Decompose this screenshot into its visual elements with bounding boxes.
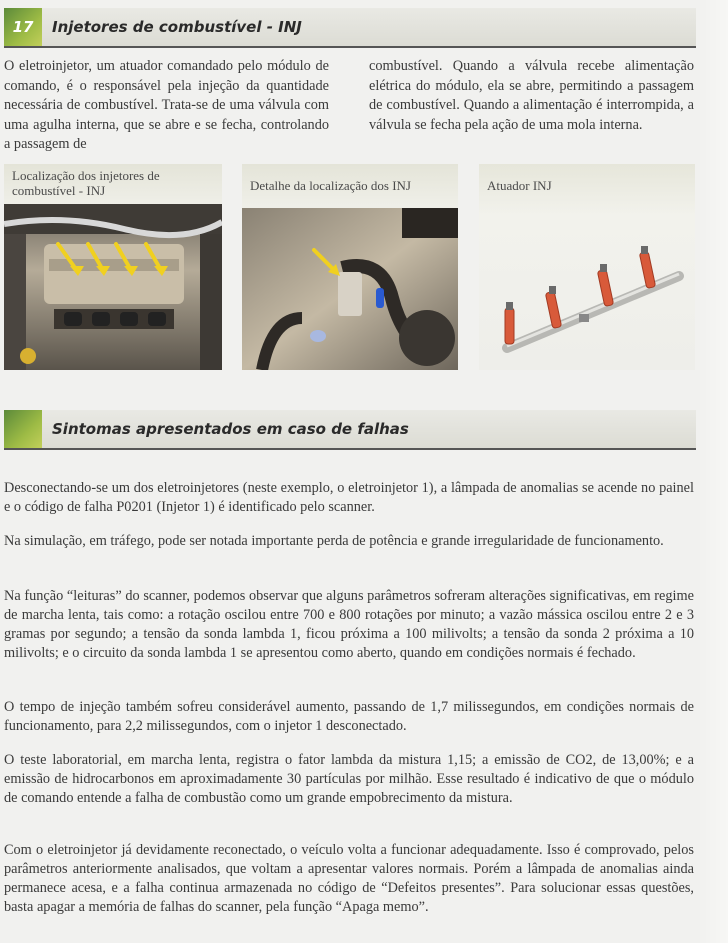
injector-rail-illustration — [479, 208, 695, 370]
image-panel-detail — [242, 164, 458, 370]
section-title: Sintomas apresentados em caso de falhas — [52, 420, 409, 438]
paragraph — [4, 698, 694, 736]
section-header-sintomas — [4, 410, 696, 450]
engine-bay-photo — [4, 204, 222, 370]
paragraph — [4, 532, 694, 551]
image-caption: Detalhe da localização dos INJ — [250, 178, 411, 193]
paragraph — [4, 841, 694, 917]
intro-column-1: O eletroinjetor, um atuador comandado pelo módulo de comando, é o responsável pela injeção da quantidade necessária de combustível. Trata-se de uma válvula com uma agulha interna, que se abre e se fecha, controlando a passagem de — [4, 58, 329, 152]
paragraph-text: O teste laboratorial, em marcha lenta, registra o fator lambda da mistura 1,15; a emissão de CO2, de 13,00%; e a emissão de hidrocarbonos em aproximadamente 30 partículas por milhão. Esse resultado é indicativo de que o módulo de comando entende a falha de combustão como um grande empobrecimento da mistura. — [4, 752, 694, 806]
paragraph-text: Com o eletroinjetor já devidamente reconectado, o veículo volta a funcionar adequadamente. Isso é comprovado, pelos parâmetros anteriormente analisados, que voltam a apresentar valores normais. Porém a lâmpada de anomalias ainda permanece acesa, e a falha continua armazenada no código de “Defeitos presentes”. Para solucionar essas questões, basta apagar a memória de falhas do scanner, pela função “Apaga memo”. — [4, 842, 694, 915]
image-caption: Localização dos injetores de combustível - INJ — [12, 168, 160, 198]
section-title: Injetores de combustível - INJ — [52, 18, 302, 36]
section-number: 17 — [4, 8, 42, 46]
image-panel-location — [4, 164, 222, 370]
paragraph-text: Desconectando-se um dos eletroinjetores (neste exemplo, o eletroinjetor 1), a lâmpada de anomalias se acende no painel e o código de falha P0201 (Injetor 1) é identificado pelo scanner. — [4, 480, 694, 515]
injector-detail-photo — [242, 208, 458, 370]
paragraph — [4, 751, 694, 808]
image-panel-actuator — [479, 164, 695, 370]
image-caption: Atuador INJ — [487, 178, 552, 193]
section-header-injetores — [4, 8, 696, 48]
paragraph-text: O tempo de injeção também sofreu considerável aumento, passando de 1,7 milissegundos, em condições normais de funcionamento, para 2,2 milissegundos, com o injetor 1 desconectado. — [4, 699, 694, 734]
section-accent-block — [4, 410, 42, 448]
page-margin — [698, 0, 728, 943]
intro-text — [4, 57, 694, 155]
paragraph — [4, 587, 694, 663]
intro-column-2: combustível. Quando a válvula recebe alimentação elétrica do módulo, ela se abre, permitindo a passagem de combustível. Quando a alimentação é interrompida, a válvula se fecha pela ação de uma mola interna. — [369, 58, 694, 133]
paragraph — [4, 479, 694, 517]
paragraph-text: Na simulação, em tráfego, pode ser notada importante perda de potência e grande irregularidade de funcionamento. — [4, 533, 664, 549]
paragraph-text: Na função “leituras” do scanner, podemos observar que alguns parâmetros sofreram alterações significativas, em regime de marcha lenta, tais como: a rotação oscilou entre 700 e 800 rotações por minuto; a vazão mássica oscilou entre 2 e 3 gramas por segundo; a tensão da sonda lambda 1, ficou próxima a 100 milivolts; a tensão da sonda 2 próxima a 10 milivolts; e o circuito da sonda lambda 1 se apresentou como aberto, quando em condições normais é fechado. — [4, 588, 694, 661]
